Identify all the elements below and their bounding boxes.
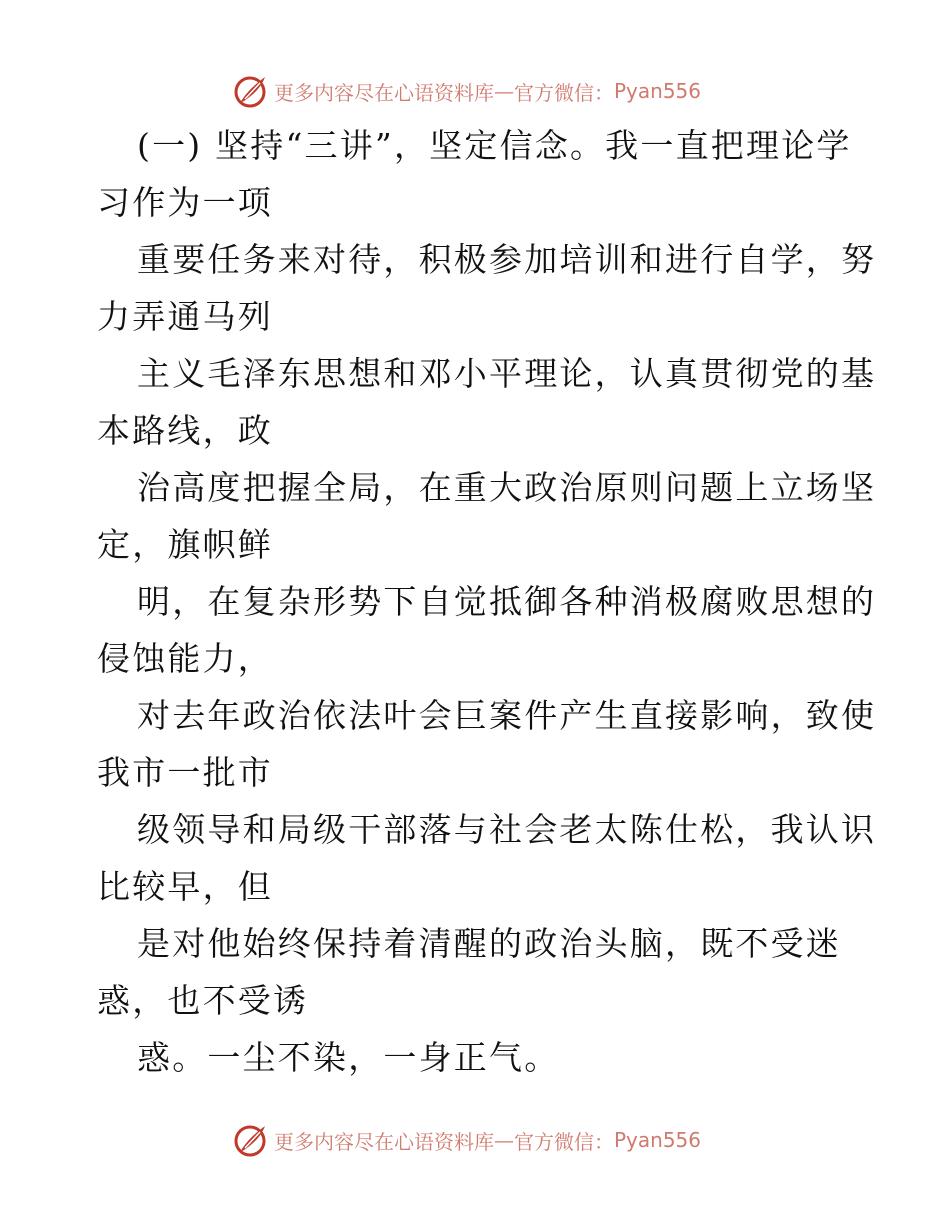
paragraph-5 [97, 573, 877, 687]
paragraph-line: 侵蚀能力， [97, 639, 273, 678]
paragraph-7 [97, 801, 877, 915]
header-watermark-banner [232, 71, 701, 111]
document-body [97, 117, 877, 1086]
paragraph-line: 惑，也不受诱 [97, 981, 309, 1020]
banner-text: 更多内容尽在心语资料库 [274, 1129, 494, 1154]
paragraph-line: 本路线，政 [97, 411, 273, 450]
paragraph-3 [97, 345, 877, 459]
paragraph-line: 重要任务来对待，积极参加培训和进行自学，努 [137, 240, 877, 279]
quill-logo-icon [232, 1122, 268, 1158]
paragraph-line: 定，旗帜鲜 [97, 525, 273, 564]
paragraph-line: 明，在复杂形势下自觉抵御各种消极腐败思想的 [137, 582, 877, 621]
paragraph-line: 对去年政治依法叶会巨案件产生直接影响，致使 [137, 696, 877, 735]
paragraph-2 [97, 231, 877, 345]
paragraph-line: 力弄通马列 [97, 297, 273, 336]
banner-wechat-id: Pyan556 [614, 1128, 702, 1152]
banner-wechat-id: Pyan556 [614, 79, 702, 103]
banner-wechat-label: 官方微信： [514, 80, 614, 105]
paragraph-line: 治高度把握全局，在重大政治原则问题上立场坚 [137, 468, 877, 507]
paragraph-line: 级领导和局级干部落与社会老太陈仕松，我认识 [137, 810, 877, 849]
paragraph-line: 主义毛泽东思想和邓小平理论，认真贯彻党的基 [137, 354, 877, 393]
paragraph-1 [97, 117, 857, 231]
paragraph-4 [97, 459, 877, 573]
banner-separator: — [494, 79, 514, 103]
quill-logo-icon [232, 73, 268, 109]
paragraph-9 [97, 1029, 857, 1086]
paragraph-6 [97, 687, 877, 801]
paragraph-line: 我市一批市 [97, 753, 273, 792]
paragraph-line: 惑。一尘不染，一身正气。 [137, 1038, 560, 1077]
paragraph-line: 习作为一项 [97, 183, 273, 222]
banner-text: 更多内容尽在心语资料库 [274, 80, 494, 105]
footer-watermark-banner [232, 1120, 701, 1160]
paragraph-line: 是对他始终保持着清醒的政治头脑，既不受迷 [137, 924, 841, 963]
paragraph-line: 比较早，但 [97, 867, 273, 906]
banner-wechat-label: 官方微信： [514, 1129, 614, 1154]
paragraph-line: (一) 坚持“三讲”，坚定信念。我一直把理论学 [137, 126, 852, 165]
paragraph-8 [97, 915, 857, 1029]
banner-separator: — [494, 1128, 514, 1152]
